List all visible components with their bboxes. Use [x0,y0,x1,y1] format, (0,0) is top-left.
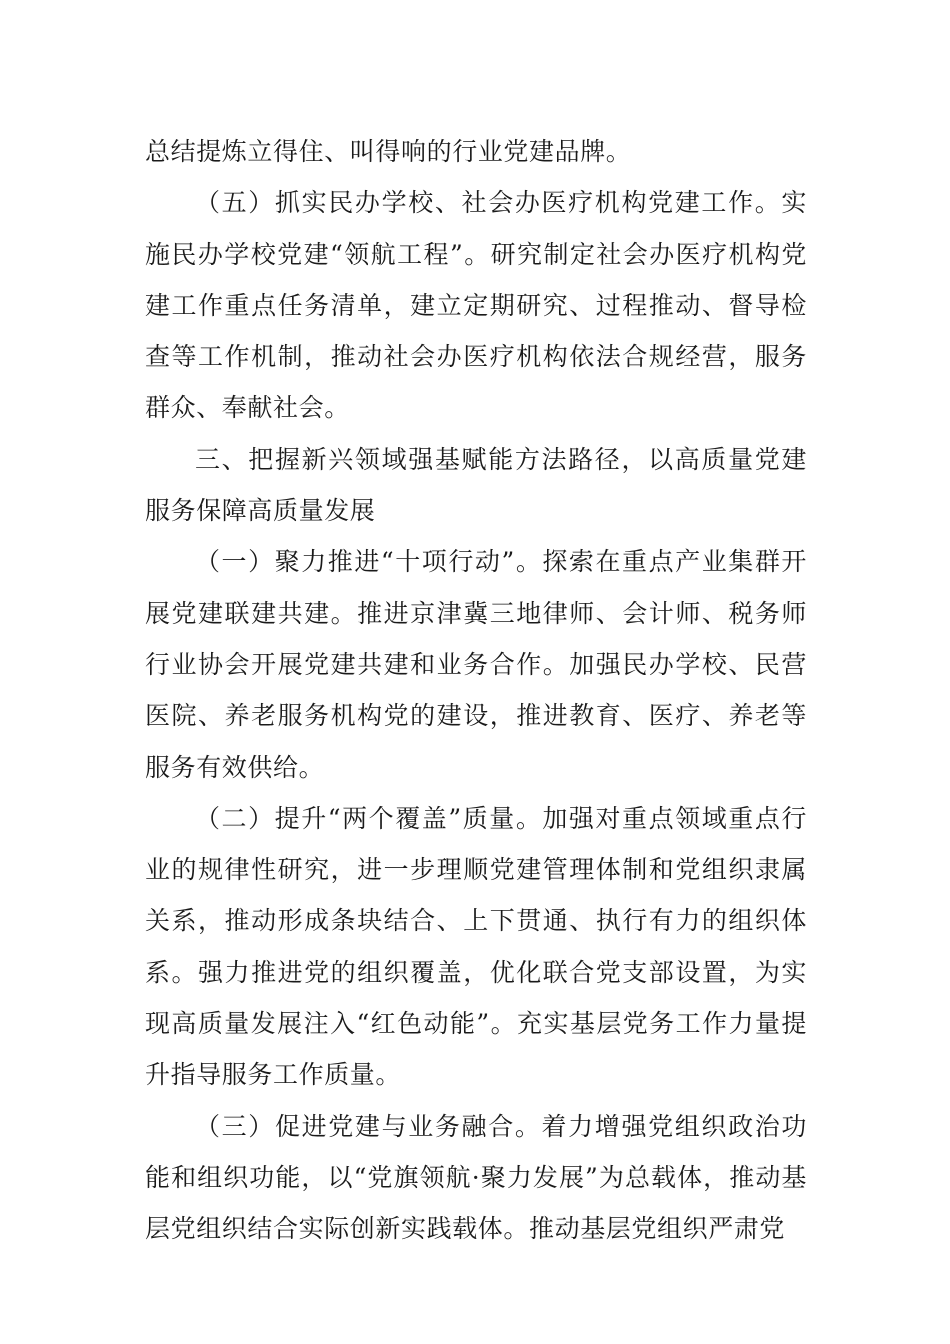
section-heading-3: 三、把握新兴领域强基赋能方法路径，以高质量党建服务保障高质量发展 [145,444,807,526]
paragraph-2: （五）抓实民办学校、社会办医疗机构党建工作。实施民办学校党建“领航工程”。研究制定社会办医疗机构党建工作重点任务清单，建立定期研究、过程推动、督导检查等工作机制，推动社会办医疗机构依法合规经营，服务群众、奉献社会。 [145,188,807,423]
paragraph-4: （一）聚力推进“十项行动”。探索在重点产业集群开展党建联建共建。推进京津冀三地律师、会计师、税务师行业协会开展党建共建和业务合作。加强民办学校、民营医院、养老服务机构党的建设，推进教育、医疗、养老等服务有效供给。 [145,547,807,782]
document-body [145,126,807,1255]
paragraph-5: （二）提升“两个覆盖”质量。加强对重点领域重点行业的规律性研究，进一步理顺党建管理体制和党组织隶属关系，推动形成条块结合、上下贯通、执行有力的组织体系。强力推进党的组织覆盖，优化联合党支部设置，为实现高质量发展注入“红色动能”。充实基层党务工作力量提升指导服务工作质量。 [145,803,807,1090]
paragraph-1: 总结提炼立得住、叫得响的行业党建品牌。 [145,137,632,166]
paragraph-6: （三）促进党建与业务融合。着力增强党组织政治功能和组织功能，以“党旗领航·聚力发展”为总载体，推动基层党组织结合实际创新实践载体。推动基层党组织严肃党 [145,1111,807,1244]
